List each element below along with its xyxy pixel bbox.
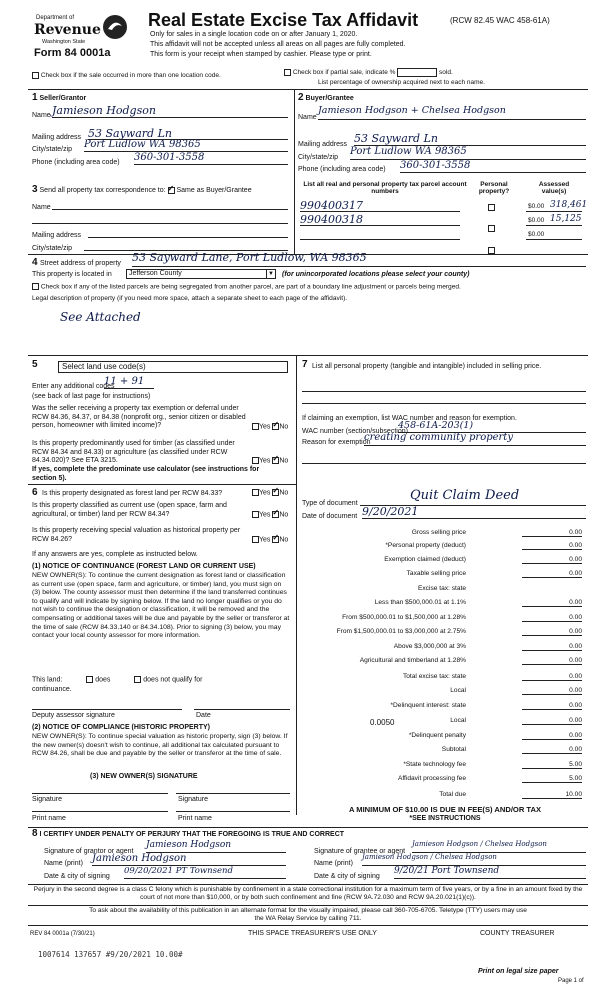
- current-use-question: Is this property classified as current use (open space, farm and agricultural, or timber) land per RCW 84.34?: [32, 502, 227, 518]
- seller-mail-label: Mailing address: [32, 134, 82, 141]
- assessed-prefix: $0.00: [528, 217, 545, 224]
- parcel-number-field[interactable]: 990400318: [300, 213, 460, 226]
- ownership-note: List percentage of ownership acquired next to each name.: [318, 79, 485, 86]
- form-number: Form 84 0001a: [34, 47, 111, 59]
- form-rcw: (RCW 82.45 WAC 458-61A): [450, 16, 550, 25]
- seller-name-label: Name: [32, 112, 51, 119]
- exemption-yes-checkbox[interactable]: [252, 423, 259, 430]
- grantee-date-field[interactable]: 9/20/21 Port Townsend: [394, 866, 586, 879]
- yes-label: Yes: [259, 457, 271, 465]
- tax-row-value[interactable]: 0.00: [522, 542, 582, 550]
- buyer-city-label: City/state/zip: [298, 154, 339, 161]
- legal-description[interactable]: See Attached: [60, 310, 141, 324]
- buyer-mail-field[interactable]: 53 Sayward Ln: [354, 132, 586, 146]
- tax-row-label: Total due: [439, 791, 466, 798]
- rev-number: REV 84 0001a (7/30/21): [30, 931, 95, 937]
- tax-row: [300, 584, 588, 596]
- parcel-number-field[interactable]: 990400317: [300, 199, 460, 212]
- buyer-heading: [298, 92, 354, 103]
- historic-yes-checkbox[interactable]: [252, 536, 259, 543]
- same-as-buyer-label: Same as Buyer/Grantee: [176, 187, 252, 194]
- does-label: does: [95, 676, 111, 684]
- buyer-num: 2: [298, 92, 304, 103]
- header-note2: This affidavit will not be accepted unless all areas on all pages are fully completed.: [150, 41, 406, 48]
- minimum-due-note: A MINIMUM OF $10.00 IS DUE IN FEE(S) AND/OR TAX: [348, 805, 542, 814]
- assessed-prefix: $0.00: [528, 203, 545, 210]
- current-use-answer: [252, 511, 288, 518]
- exemption-answer: [252, 423, 288, 430]
- form-title: Real Estate Excise Tax Affidavit: [148, 10, 419, 30]
- tax-row-label: Less than $500,000.01 at 1.1%: [374, 599, 466, 606]
- tax-row: [300, 528, 588, 540]
- agency-line2: Washington State: [42, 39, 86, 45]
- print-name-label-1: Print name: [32, 815, 66, 822]
- reason-label: Reason for exemption: [302, 439, 371, 446]
- section6-num: 6: [32, 487, 38, 498]
- assessed-value: 15,125: [550, 214, 582, 224]
- reason-line-2[interactable]: [302, 456, 586, 464]
- personal-property-checkbox[interactable]: [488, 225, 495, 232]
- header-note3: This form is your receipt when stamped by cashier. Please type or print.: [150, 51, 372, 58]
- tax-row-value[interactable]: 0.00: [522, 673, 582, 681]
- notice1-text: NEW OWNER(S): To continue the current designation as forest land or classification as current use (open space, farm and agriculture, or timber) land, you must sign on (3) below. The county assessor must then determine if the land transferred continues to qualify and will indicate by signing below. If the land no longer qualifies or you do not wish to continue the designation or classification, it will be removed and the compensating or additional taxes will be due and payable by the seller or transferor at the time of sale (RCW 84.33.140 or 84.34.108). Prior to signing (3) below, you may contact your local county assessor for more information.: [32, 572, 290, 640]
- doc-type-label: Type of document: [302, 500, 358, 507]
- section7-num: 7: [302, 359, 308, 370]
- tax-row-value[interactable]: 5.00: [522, 761, 582, 769]
- buyer-name-field[interactable]: Jamieson Hodgson + Chelsea Hodgson: [318, 105, 586, 120]
- tax-row-value[interactable]: 10.00: [522, 791, 582, 799]
- forest-question: Is this property designated as forest land per RCW 84.33?: [42, 490, 223, 497]
- tax-row: [300, 627, 588, 639]
- notice2-text: NEW OWNER(S): To continue special valuation as historic property, sign (3) below. If the new owner(s) doesn't wish to continue, all additional tax calculated pursuant to RCW 84.26, shall be due and payable by the seller or transferor at the time of sale.: [32, 733, 288, 758]
- timber-answer: [252, 457, 288, 464]
- tax-row-label: Gross selling price: [411, 529, 466, 536]
- tax-row-label: From $500,000.01 to $1,500,000 at 1.28%: [342, 614, 466, 621]
- section8-num: 8: [32, 828, 38, 839]
- notice3-title: (3) NEW OWNER(S) SIGNATURE: [90, 773, 198, 780]
- no-label: No: [279, 511, 289, 519]
- tax-row-value[interactable]: 0.00: [522, 556, 582, 564]
- legal-label: Legal description of property (if you need more space, attach a separate sheet to each page of the affidavit).: [32, 295, 348, 302]
- certify-statement: I CERTIFY UNDER PENALTY OF PERJURY THAT THE FOREGOING IS TRUE AND CORRECT: [39, 831, 345, 838]
- partial-sale-checkbox[interactable]: [284, 69, 291, 76]
- tax-row-label: Agricultural and timberland at 1.28%: [359, 657, 466, 664]
- seller-num: 1: [32, 92, 38, 103]
- tax-row: [300, 541, 588, 553]
- yes-label: Yes: [259, 423, 271, 431]
- sold-label: sold.: [439, 69, 453, 77]
- assessed-value: 318,461: [550, 200, 588, 210]
- reason-field[interactable]: creating community property: [364, 432, 586, 446]
- agency-name: Revenue: [34, 22, 101, 38]
- tax-row-value[interactable]: 0.00: [522, 717, 582, 725]
- tax-row-label: *Delinquent interest: state: [390, 702, 466, 709]
- grantor-date-label: Date & city of signing: [44, 873, 110, 880]
- multi-location-label: Check box if the sale occurred in more than one location code.: [40, 72, 221, 80]
- parcels-header: List all real and personal property tax parcel account numbers: [303, 181, 467, 195]
- section7-text: List all personal property (tangible and intangible) included in selling price.: [312, 363, 542, 370]
- tax-row-label: Exemption claimed (deduct): [384, 556, 466, 563]
- grantor-signature-field[interactable]: Jamieson Hodgson: [146, 840, 286, 853]
- county-treasurer-label: COUNTY TREASURER: [480, 930, 555, 937]
- doc-date-field[interactable]: 9/20/2021: [362, 505, 586, 519]
- doc-type-field[interactable]: Quit Claim Deed: [360, 488, 586, 506]
- seller-heading: [32, 92, 86, 103]
- section3-heading: [32, 184, 252, 195]
- segregated-label: Check box if any of the listed parcels are being segregated from another parcel, are part of a boundary line adjustment or parcels being merged.: [40, 283, 461, 291]
- tax-row-value[interactable]: 0.00: [522, 746, 582, 754]
- section3-city-field[interactable]: [84, 241, 288, 251]
- local-rate: 0.0050: [370, 718, 395, 727]
- tax-row-label: Local: [450, 717, 466, 724]
- signature-label-2: Signature: [178, 796, 208, 803]
- tax-row: [300, 760, 588, 772]
- assessed-prefix: $0.00: [528, 231, 545, 238]
- buyer-heading-label: Buyer/Grantee: [305, 95, 354, 102]
- chevron-down-icon: ▼: [266, 270, 275, 279]
- print-legal-note: Print on legal size paper: [478, 968, 559, 975]
- seller-city-field[interactable]: Port Ludlow WA 98365: [84, 139, 288, 152]
- timber-note: If yes, complete the predominate use calculator (see instructions for section 5).: [32, 466, 260, 482]
- historic-no-checkbox[interactable]: [272, 536, 279, 543]
- yes-label: Yes: [259, 536, 271, 544]
- section3-city-label: City/state/zip: [32, 245, 73, 252]
- see-instructions-note: *SEE INSTRUCTIONS: [409, 815, 481, 822]
- see-back-note: (see back of last page for instructions): [32, 393, 151, 400]
- buyer-city-field[interactable]: Port Ludlow WA 98365: [350, 146, 586, 160]
- historic-answer: [252, 536, 288, 543]
- tax-row-value[interactable]: 0.00: [522, 614, 582, 622]
- land-use-select[interactable]: [58, 361, 288, 373]
- grantor-name-label: Name (print): [44, 860, 83, 867]
- no-label: No: [279, 457, 289, 465]
- doc-date-label: Date of document: [302, 513, 358, 520]
- buyer-name-label: Name: [298, 114, 317, 121]
- perjury-notice: Perjury in the second degree is a class C felony which is punishable by confinement in a state correctional institution for a maximum term of five years, or by a fine in an amount fixed by the court of not more than $10,000, or by both such confinement and fine (RCW 9A.72.030 and RCW 9A.20.021(1)(c)).: [33, 886, 583, 902]
- does-not-checkbox[interactable]: [134, 676, 141, 683]
- parcel-number-field[interactable]: [300, 227, 460, 240]
- tax-row-label: From $1,500,000.01 to $3,000,000 at 2.75%: [336, 628, 466, 635]
- buyer-mail-label: Mailing address: [298, 141, 348, 148]
- grantor-date-field[interactable]: 09/20/2021 PT Townsend: [124, 866, 286, 879]
- tax-row: [300, 613, 588, 625]
- partial-sale-label: Check box if partial sale, indicate %: [292, 69, 396, 77]
- seller-phone-label: Phone (including area code): [32, 159, 120, 166]
- yes-label: Yes: [259, 511, 271, 519]
- tax-row: [300, 686, 588, 698]
- additional-codes-label: Enter any additional codes: [32, 383, 115, 390]
- section5-num: 5: [32, 359, 38, 370]
- assessed-header: Assessed value(s): [538, 181, 570, 195]
- tax-row-label: Subtotal: [441, 746, 466, 753]
- tax-row-value[interactable]: 0.00: [522, 643, 582, 651]
- county-note: (for unincorporated locations please select your county): [282, 271, 470, 278]
- timber-yes-checkbox[interactable]: [252, 457, 259, 464]
- no-label: No: [279, 423, 289, 431]
- agency-swoosh-icon: [102, 14, 128, 40]
- tax-row-label: Excise tax: state: [417, 585, 466, 592]
- this-land-label: This land:: [32, 676, 63, 684]
- no-label: No: [279, 489, 289, 497]
- segregated-row: [32, 283, 461, 290]
- partial-sale-row: [284, 68, 453, 77]
- section4-num: 4: [32, 257, 38, 268]
- county-select[interactable]: [126, 269, 276, 279]
- buyer-phone-label: Phone (including area code): [298, 166, 386, 173]
- grantee-date-label: Date & city of signing: [314, 873, 380, 880]
- tax-row-label: Total excise tax: state: [402, 673, 466, 680]
- wac-field[interactable]: 458-61A-203(1): [398, 420, 586, 433]
- seller-mail-field[interactable]: 53 Sayward Ln: [88, 127, 288, 140]
- seller-name-field[interactable]: Jamieson Hodgson: [52, 104, 288, 118]
- continuance-label: continuance.: [32, 686, 72, 693]
- grantor-sig-label: Signature of grantor or agent: [44, 848, 134, 855]
- tax-row-value[interactable]: 0.00: [522, 687, 582, 695]
- exemption-question: Was the seller receiving a property tax exemption or deferral under RCW 84.36, 84.37, or 84.38 (nonprofit org., senior citizen or disabled person, homeowner with limited income)?: [32, 405, 246, 429]
- tax-row: [300, 701, 588, 713]
- treasurer-stamp: 1007614 137657 #9/20/2021 10.00#: [38, 950, 183, 959]
- seller-phone-field[interactable]: 360-301-3558: [134, 152, 288, 165]
- section8-heading: [32, 828, 344, 839]
- exemption-no-checkbox[interactable]: [272, 423, 279, 430]
- multi-location-check-row: [32, 72, 221, 79]
- page-number: Page 1 of: [558, 978, 584, 984]
- timber-no-checkbox[interactable]: [272, 457, 279, 464]
- timber-question: Is this property predominantly used for timber (as classified under RCW 84.34 and 84.33) or agriculture (as classified under RCW 84.34.020)? See ETA 3215.: [32, 440, 235, 464]
- header-note1: Only for sales in a single location code on or after January 1, 2020.: [150, 31, 358, 38]
- tax-row-label: Above $3,000,000 at 3%: [393, 643, 466, 650]
- street-field[interactable]: 53 Sayward Lane, Port Ludlow, WA 98365: [132, 251, 586, 267]
- county-select-value: Jefferson County: [129, 270, 182, 277]
- tax-row-label: *Personal property (deduct): [385, 542, 466, 549]
- deputy-signature-field[interactable]: [32, 702, 182, 710]
- segregated-checkbox[interactable]: [32, 283, 39, 290]
- personal-property-line-1[interactable]: [302, 384, 586, 392]
- current-use-no-checkbox[interactable]: [272, 511, 279, 518]
- section3-mail-field[interactable]: [88, 228, 288, 238]
- section3-num: 3: [32, 184, 38, 195]
- assessed-value-field[interactable]: [526, 229, 582, 240]
- notice1-title: (1) NOTICE OF CONTINUANCE (FOREST LAND OR CURRENT USE): [32, 563, 256, 570]
- section3-blank-field[interactable]: [32, 214, 288, 224]
- personal-header: Personal property?: [478, 181, 510, 195]
- forest-no-checkbox[interactable]: [272, 489, 279, 496]
- historic-question: Is this property receiving special valuation as historical property per RCW 84.26?: [32, 527, 241, 543]
- partial-percent-input[interactable]: [397, 68, 437, 77]
- street-label: Street address of property: [40, 260, 121, 267]
- tax-row: [300, 731, 588, 743]
- treasurer-use-label: THIS SPACE TREASURER'S USE ONLY: [248, 930, 377, 937]
- tax-row-label: Affidavit processing fee: [397, 775, 466, 782]
- does-not-label: does not qualify for: [143, 676, 203, 684]
- qualify-row: [32, 676, 202, 683]
- grantee-name-field[interactable]: Jamieson Hodgson / Chelsea Hodgson: [362, 853, 586, 866]
- yes-label: Yes: [259, 489, 271, 497]
- owner-print-1[interactable]: [32, 804, 168, 812]
- forest-answer: [252, 489, 288, 496]
- tax-row-value[interactable]: 0.00: [522, 702, 582, 710]
- tax-row-label: Taxable selling price: [406, 570, 466, 577]
- no-label: No: [279, 536, 289, 544]
- tax-row: [300, 745, 588, 757]
- tax-row-label: *State technology fee: [403, 761, 466, 768]
- seller-heading-label: Seller/Grantor: [39, 95, 87, 102]
- multi-location-checkbox[interactable]: [32, 72, 39, 79]
- tax-row: [300, 790, 588, 802]
- section3-name-label: Name: [32, 204, 51, 211]
- tax-row-label: Local: [450, 687, 466, 694]
- grantee-name-label: Name (print): [314, 860, 353, 867]
- grantee-signature-field[interactable]: Jamieson Hodgson / Chelsea Hodgson: [412, 840, 586, 853]
- tax-row: [300, 716, 588, 728]
- tax-row-value[interactable]: 5.00: [522, 775, 582, 783]
- tax-row-value[interactable]: 0.00: [522, 657, 582, 665]
- tax-row-value[interactable]: 0.00: [522, 732, 582, 740]
- tax-row: [300, 642, 588, 654]
- does-checkbox[interactable]: [86, 676, 93, 683]
- tax-row: [300, 656, 588, 668]
- additional-codes-field[interactable]: 11 + 91: [104, 376, 154, 389]
- grantor-name-field[interactable]: Jamieson Hodgson: [92, 853, 286, 866]
- tax-row: [300, 555, 588, 567]
- tax-row-value[interactable]: 0.00: [522, 570, 582, 578]
- notice2-title: (2) NOTICE OF COMPLIANCE (HISTORIC PROPERTY): [32, 724, 210, 731]
- section6-instructions: If any answers are yes, complete as instructed below.: [32, 551, 198, 558]
- tax-row: [300, 598, 588, 610]
- tax-row-value[interactable]: 0.00: [522, 628, 582, 636]
- deputy-signature-label: Deputy assessor signature: [32, 712, 115, 719]
- section3-mail-label: Mailing address: [32, 232, 82, 239]
- tax-row-value[interactable]: 0.00: [522, 529, 582, 537]
- owner-print-2[interactable]: [176, 804, 290, 812]
- land-use-select-label: Select land use code(s): [62, 362, 146, 371]
- forest-yes-checkbox[interactable]: [252, 489, 259, 496]
- exemption-label: If claiming an exemption, list WAC number and reason for exemption.: [302, 415, 517, 422]
- owner-signature-2[interactable]: [176, 784, 290, 794]
- same-as-buyer-checkbox[interactable]: [168, 187, 175, 194]
- assessed-value-field[interactable]: [526, 200, 588, 212]
- seller-city-label: City/state/zip: [32, 146, 73, 153]
- tax-row-label: *Delinquent penalty: [408, 732, 466, 739]
- tax-row: [300, 672, 588, 684]
- buyer-phone-field[interactable]: 360-301-3558: [400, 160, 586, 173]
- print-name-label-2: Print name: [178, 815, 212, 822]
- deputy-date-field[interactable]: [194, 702, 290, 710]
- deputy-date-label: Date: [196, 712, 211, 719]
- agency-logo: [28, 12, 128, 62]
- personal-property-checkbox[interactable]: [488, 204, 495, 211]
- located-label: This property is located in: [32, 271, 112, 278]
- tax-row: [300, 569, 588, 581]
- personal-property-line-2[interactable]: [302, 396, 586, 404]
- current-use-yes-checkbox[interactable]: [252, 511, 259, 518]
- signature-label-1: Signature: [32, 796, 62, 803]
- alt-format-notice: To ask about the availability of this publication in an alternate format for the visually impaired, please call 360-705-6705. Teletype (TTY) users may use the WA Relay Service by calling 711.: [28, 905, 588, 926]
- grantee-sig-label: Signature of grantee or agent: [314, 848, 406, 855]
- wac-label: WAC number (section/subsection): [302, 428, 408, 435]
- owner-signature-1[interactable]: [32, 784, 168, 794]
- section3-name-field[interactable]: [52, 200, 288, 210]
- tax-row-value[interactable]: 0.00: [522, 599, 582, 607]
- agency-line1: Department of: [36, 15, 75, 21]
- assessed-value-field[interactable]: [526, 215, 582, 226]
- tax-row: [300, 774, 588, 786]
- section3-text: Send all property tax correspondence to:: [39, 187, 166, 194]
